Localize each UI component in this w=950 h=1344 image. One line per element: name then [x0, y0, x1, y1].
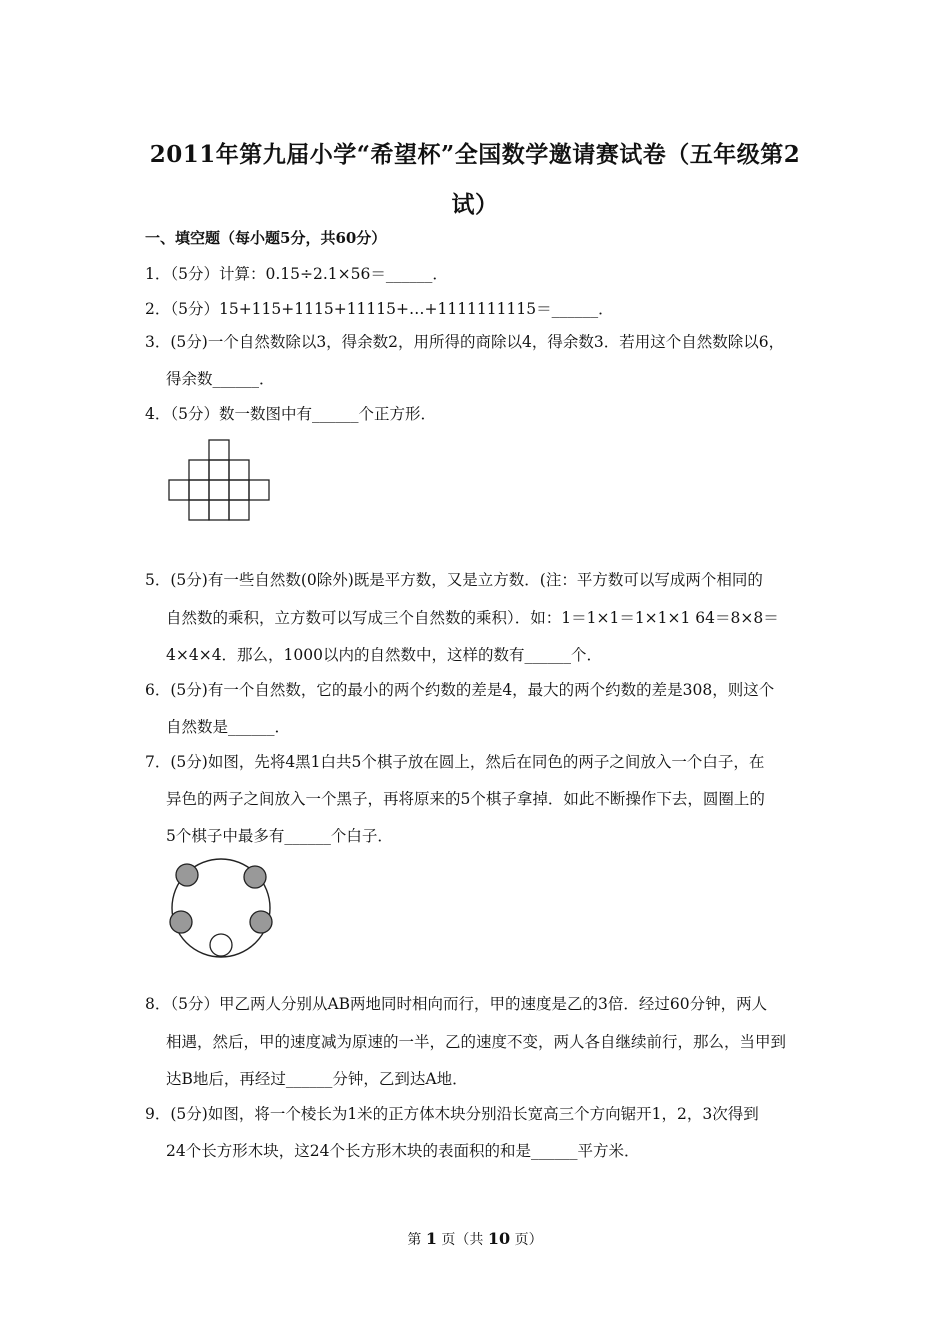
question-7-line-2: 异色的两子之间放入一个黑子，再将原来的5个棋子拿掉．如此不断操作下去，圆圈上的: [166, 790, 765, 808]
footer-page-number: 1: [425, 1229, 437, 1248]
exam-title-line-1: 2011年第九届小学“希望杯”全国数学邀请赛试卷（五年级第2: [149, 141, 801, 168]
question-4: 4．（5分）数一数图中有______个正方形．: [145, 405, 436, 423]
black-stone: [170, 911, 192, 933]
question-3-line-1: 3．(5分)一个自然数除以3，得余数2，用所得的商除以4，得余数3．若用这个自然数除以6，: [145, 333, 785, 351]
square-grid-figure: [160, 432, 280, 527]
section-heading: 一、填空题（每小题5分，共60分）: [145, 229, 387, 247]
question-6-line-1: 6．(5分)有一个自然数，它的最小的两个约数的差是4，最大的两个约数的差是308，则这个: [145, 681, 775, 699]
question-9-line-1: 9．(5分)如图，将一个棱长为1米的正方体木块分别沿长宽高三个方向锯开1，2，3次得到: [145, 1105, 759, 1123]
footer-total-pages: 10: [487, 1229, 511, 1248]
white-stone: [210, 934, 232, 956]
footer-prefix: 第: [407, 1232, 426, 1248]
question-5-line-2: 自然数的乘积，立方数可以写成三个自然数的乘积）．如：1＝1×1＝1×1×1 64＝8×8＝: [166, 609, 779, 627]
page-footer: [0, 1229, 950, 1249]
question-6-line-2: 自然数是______．: [166, 718, 291, 736]
question-7-line-3: 5个棋子中最多有______个白子．: [166, 827, 393, 845]
question-5-line-3: 4×4×4．那么，1000以内的自然数中，这样的数有______个．: [166, 646, 603, 664]
circle-stones-figure: [162, 852, 280, 964]
footer-middle: 页（共: [436, 1232, 488, 1248]
question-5-line-1: 5．(5分)有一些自然数(0除外)既是平方数，又是立方数．(注：平方数可以写成两个相同的: [145, 571, 763, 589]
question-9-line-2: 24个长方形木块，这24个长方形木块的表面积的和是______平方米．: [166, 1142, 640, 1160]
question-2: 2．（5分）15+115+1115+11115+…+1111111115＝______．: [145, 300, 614, 318]
question-1: 1．（5分）计算：0.15÷2.1×56＝______．: [145, 265, 448, 283]
footer-suffix: 页）: [510, 1232, 543, 1248]
exam-title-line-2: 试）: [451, 191, 499, 218]
question-8-line-3: 达B地后，再经过______分钟，乙到达A地．: [166, 1070, 468, 1088]
question-7-line-1: 7．(5分)如图，先将4黑1白共5个棋子放在圆上，然后在同色的两子之间放入一个白子，在: [145, 753, 765, 771]
black-stone: [244, 866, 266, 888]
question-3-line-2: 得余数______．: [166, 370, 275, 388]
question-8-line-1: 8．（5分）甲乙两人分别从AB两地同时相向而行，甲的速度是乙的3倍．经过60分钟，两人: [145, 995, 768, 1013]
question-8-line-2: 相遇，然后，甲的速度减为原速的一半，乙的速度不变，两人各自继续前行，那么，当甲到: [166, 1033, 787, 1051]
black-stone: [250, 911, 272, 933]
black-stone: [176, 864, 198, 886]
